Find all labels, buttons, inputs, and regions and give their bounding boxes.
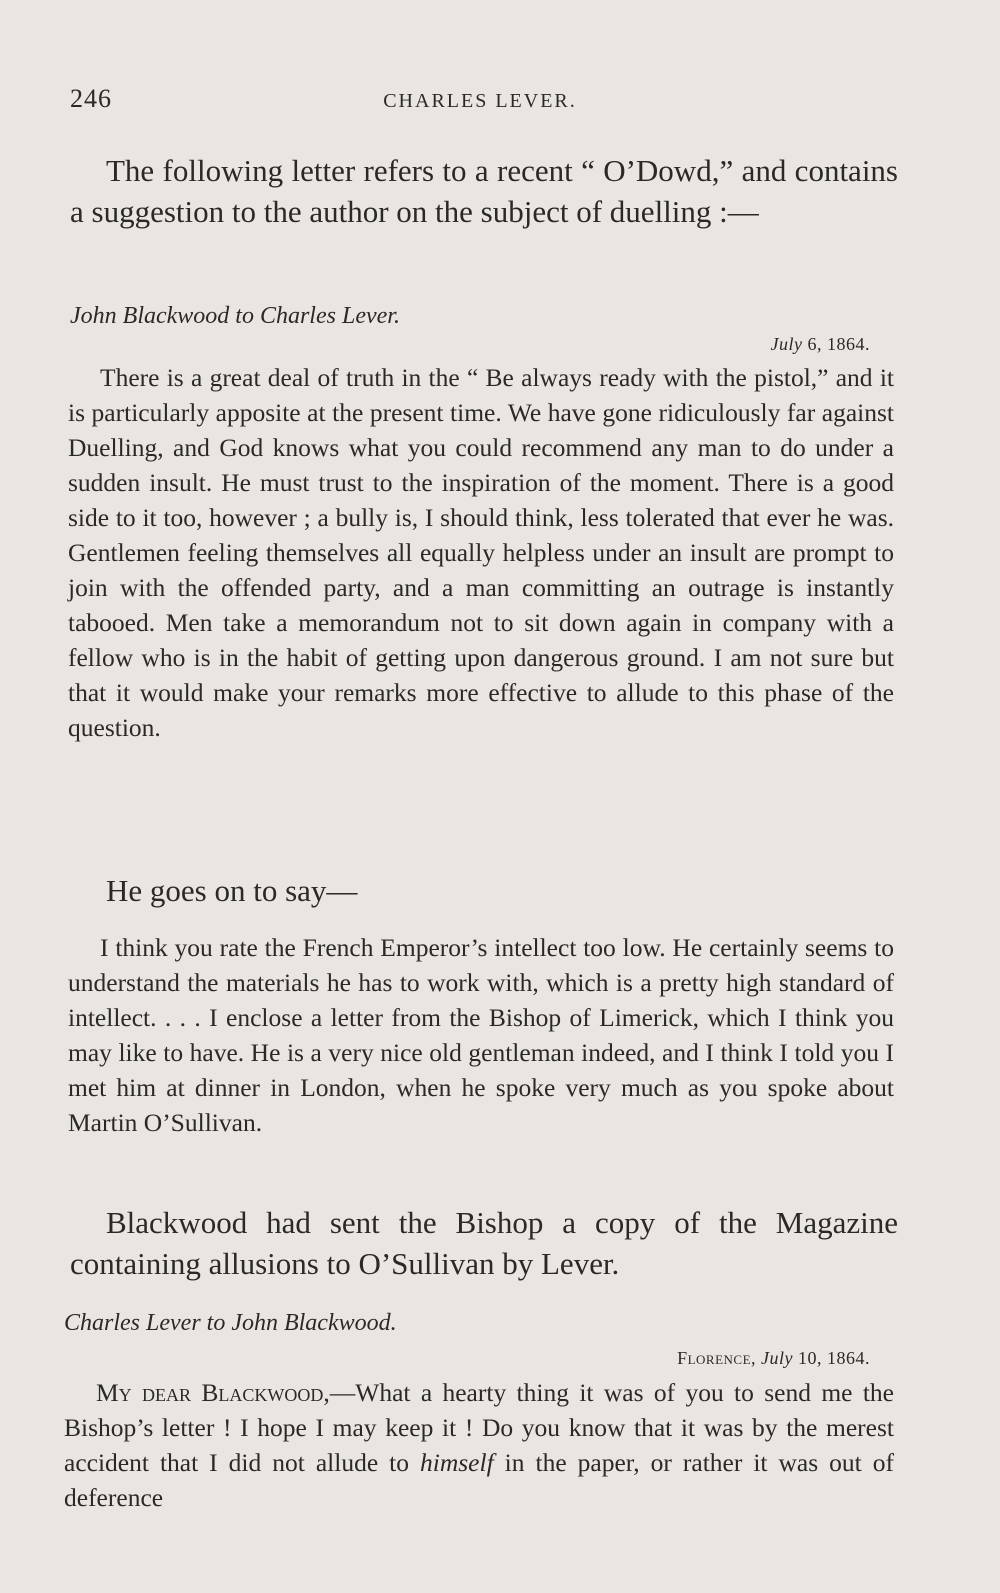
page-number: 246 xyxy=(70,84,112,113)
date-rest-2: 10, 1864. xyxy=(793,1348,870,1368)
letter-body-text-1: There is a great deal of truth in the “ Be always ready with the pistol,” and it is particularly apposite at the present time. We have gone ridiculously far against Duelling, and God knows what you could recommend any man to do under a sudden insult. He must trust to the inspiration of the moment. There is a good side to it too, however ; a bully is, I should think, less tolerated that ever he was. Gentlemen feeling themselves all equally helpless under an insult are prompt to join with the offended party, and a man committing an outrage is instantly tabooed. Men take a memorandum not to sit down again in company with a fellow who is in the habit of getting upon dangerous ground. I am not sure but that it would make your remarks more effective to allude to this phase of the question. xyxy=(68,363,894,742)
intro-paragraph-2 xyxy=(70,870,898,911)
letter-date-2 xyxy=(677,1348,870,1369)
letter-heading-1: John Blackwood to Charles Lever. xyxy=(70,303,400,329)
intro-paragraph-1 xyxy=(70,150,898,232)
date-month-1: July xyxy=(770,334,803,354)
date-month-2: July xyxy=(761,1348,793,1368)
letter-heading-2: Charles Lever to John Blackwood. xyxy=(64,1310,397,1336)
salutation: My dear Blackwood, xyxy=(96,1378,330,1407)
letter-body-cont-text: I think you rate the French Emperor’s intellect too low. He certainly seems to understand the materials he has to work with, which is a pretty high standard of intellect. . . . I enclose a letter from the Bishop of Limerick, which I think you may like to have. He is a very nice old gentleman indeed, and I think I told you I met him at dinner in London, when he spoke very much as you spoke about Martin O’Sullivan. xyxy=(68,933,894,1137)
intro-text-1: The following letter refers to a recent “ O’Dowd,” and contains a suggestion to the author on the subject of duelling :— xyxy=(70,153,898,229)
running-head: CHARLES LEVER. xyxy=(383,90,577,112)
letter-date-1 xyxy=(771,334,870,355)
letter-body-2-start: —What a hearty thing it was of you to send me the Bishop’s letter ! I hope I may keep it ! Do you know that it was by the merest accident that I did not allude to xyxy=(64,1378,894,1477)
letter-body-continued xyxy=(68,930,894,1140)
intro-text-2: He goes on to say— xyxy=(106,873,358,908)
letter-body-2-end: in the paper, or rather it was out of deference xyxy=(64,1448,894,1512)
letter-body-2 xyxy=(64,1375,894,1515)
letter-body-2-italic: himself xyxy=(420,1448,494,1477)
intro-text-3: Blackwood had sent the Bishop a copy of the Magazine containing allusions to O’Sullivan by Lever. xyxy=(70,1205,898,1281)
letter-body-1 xyxy=(68,360,894,745)
date-place-2: Florence, xyxy=(677,1348,757,1368)
page-header xyxy=(70,84,890,124)
date-rest-1: 6, 1864. xyxy=(802,334,870,354)
intro-paragraph-3 xyxy=(70,1202,898,1284)
